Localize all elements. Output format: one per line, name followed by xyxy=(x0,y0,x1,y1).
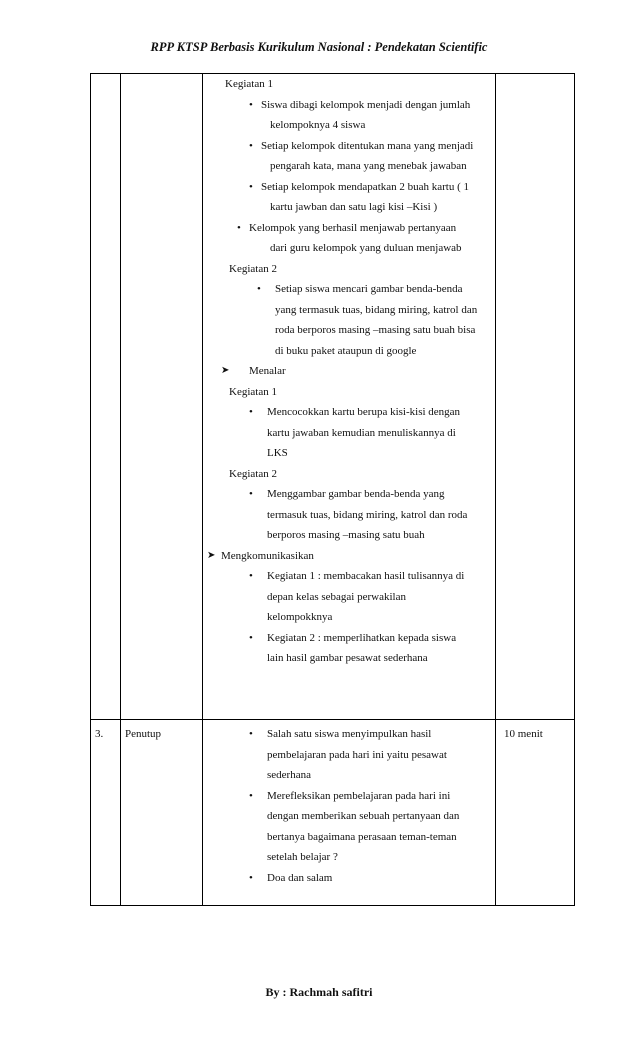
number-cell xyxy=(91,74,121,720)
activity-cell xyxy=(203,720,496,906)
activity-heading: Kegiatan 2 xyxy=(229,467,277,480)
menalar-section xyxy=(207,361,491,546)
activity-block-1 xyxy=(207,74,491,259)
activity-cell xyxy=(203,74,496,720)
number-cell: 3. xyxy=(91,720,121,906)
list-item: • Salah satu siswa menyimpulkan hasil pembelajaran pada hari ini yaitu pesawat sederhana xyxy=(249,728,447,781)
stage-cell: Penutup xyxy=(121,720,203,906)
section-heading: ➤ Menalar xyxy=(221,361,491,382)
mengkomunikasikan-section xyxy=(207,546,491,669)
table-row xyxy=(91,720,575,906)
list-item: • Setiap siswa mencari gambar benda-benda yang termasuk tuas, bidang miring, katrol dan roda berporos masing –masing satu buah bisa di buku paket ataupun di google xyxy=(257,283,478,357)
stage-cell xyxy=(121,74,203,720)
activity-heading: Kegiatan 1 xyxy=(229,385,277,398)
list-item: • Setiap kelompok ditentukan mana yang menjadi pengarah kata, mana yang menebak jawaban xyxy=(249,139,474,172)
table-row xyxy=(91,74,575,720)
list-item: • Siswa dibagi kelompok menjadi dengan jumlah kelompoknya 4 siswa xyxy=(249,98,471,131)
list-item: • Setiap kelompok mendapatkan 2 buah kartu ( 1 kartu jawban dan satu lagi kisi –Kisi ) xyxy=(249,180,470,213)
time-cell xyxy=(496,74,575,720)
list-item: • Doa dan salam xyxy=(249,871,333,884)
arrow-bullet-icon: ➤ xyxy=(221,365,230,376)
list-item: • Kelompok yang berhasil menjawab pertanyaan dari guru kelompok yang duluan menjawab xyxy=(237,221,462,254)
list-item: • Kegiatan 2 : memperlihatkan kepada siswa lain hasil gambar pesawat sederhana xyxy=(249,631,457,664)
activity-heading: Kegiatan 2 xyxy=(229,262,277,275)
page-header: RPP KTSP Berbasis Kurikulum Nasional : Pendekatan Scientific xyxy=(150,40,488,54)
list-item: • Kegiatan 1 : membacakan hasil tulisannya di depan kelas sebagai perwakilan kelompokknya xyxy=(249,570,465,623)
list-item: • Merefleksikan pembelajaran pada hari ini dengan memberikan sebuah pertanyaan dan bertanya bagaimana perasaan teman-teman setelah belajar ? xyxy=(249,789,460,863)
section-heading: ➤ Mengkomunikasikan xyxy=(207,546,491,567)
time-cell: 10 menit xyxy=(496,720,575,906)
activity-block-2 xyxy=(207,259,491,362)
page-footer: By : Rachmah safitri xyxy=(265,985,373,999)
arrow-bullet-icon: ➤ xyxy=(207,549,216,561)
list-item: • Menggambar gambar benda-benda yang termasuk tuas, bidang miring, katrol dan roda berporos masing –masing satu buah xyxy=(249,488,468,541)
activity-heading: Kegiatan 1 xyxy=(225,78,273,90)
list-item: • Mencocokkan kartu berupa kisi-kisi dengan kartu jawaban kemudian menuliskannya di LKS xyxy=(249,406,461,459)
lesson-table xyxy=(90,73,575,906)
